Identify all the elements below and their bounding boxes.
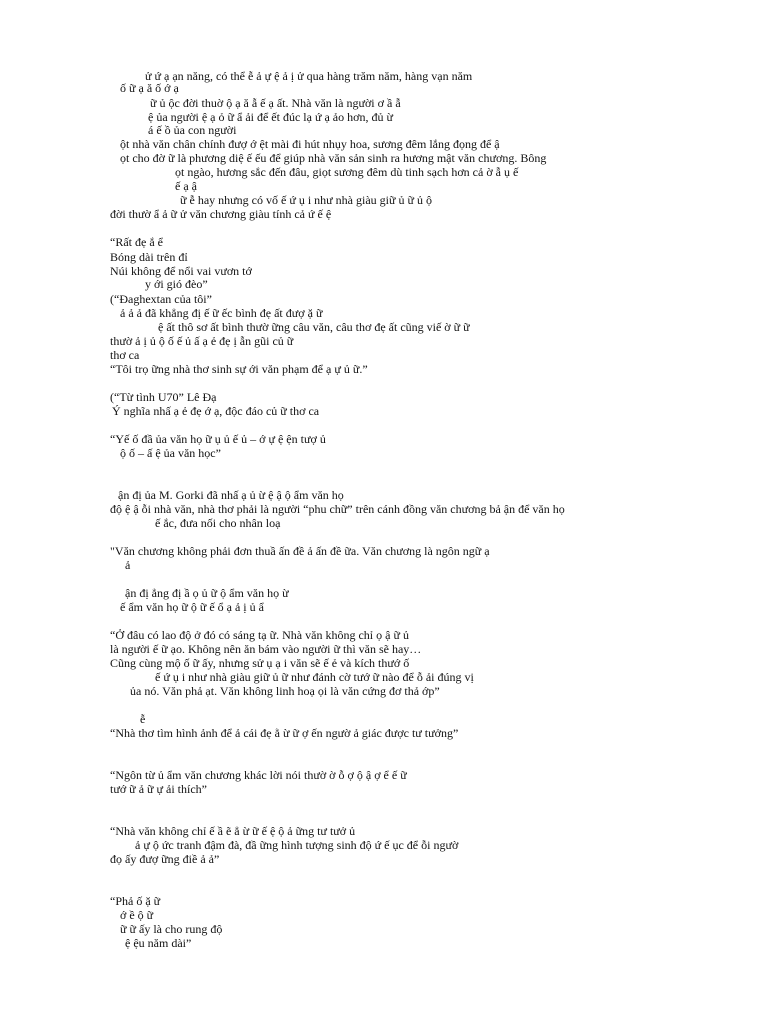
text-line: "Văn chương không phải đơn thuầ ấn đề ả ấn đề ữa. Văn chương là ngôn ngữ ạ bbox=[110, 544, 490, 558]
text-line: “Rất đẹ ắ ể bbox=[110, 235, 163, 249]
text-line: ữ ủ ộc đời thuờ ộ ạ ă ẫ ế ạ ất. Nhà văn là người ơ ầ ẫ bbox=[150, 96, 401, 110]
text-line: ữ ữ ấy là cho rung độ bbox=[120, 922, 223, 936]
text-line: Cũng cùng mộ ố ữ ấy, nhưng sử ụ ạ i văn sẽ ế ẻ và kích thướ ố bbox=[110, 656, 410, 670]
text-line: Ý nghĩa nhấ ạ ẻ đẹ ớ ạ, độc đáo củ ữ thơ ca bbox=[112, 404, 320, 418]
text-line: “Yế ố đầ ủa văn họ ữ ụ ủ ế ủ – ớ ự ệ ện tượ ủ bbox=[110, 432, 326, 446]
text-line: ả ự ộ ức tranh đậm đà, đầ ững hình tượng sinh độ ứ ế ục để ỗi ngườ bbox=[135, 838, 459, 852]
text-line: y ới gió đèo” bbox=[145, 277, 208, 291]
text-line: ế ạ ậ bbox=[175, 179, 197, 193]
text-line: á ế ồ ủa con người bbox=[148, 123, 237, 137]
text-line: ớ ề ộ ữ bbox=[120, 908, 154, 922]
text-line: đời thườ ẩ ả ữ ử văn chương giàu tính cả ứ ế ệ bbox=[110, 207, 332, 221]
text-line: độ ệ ậ ỗi nhà văn, nhà thơ phải là người “phu chữ” trên cánh đồng văn chương bả ận để văn họ bbox=[110, 502, 565, 516]
text-line: “Nhà thơ tìm hình ảnh để ả cái đẹ ằ ừ ữ ợ ến ngườ ả giác được tư tưởng” bbox=[110, 726, 459, 740]
text-line: “Phả ố ặ ữ bbox=[110, 894, 161, 908]
text-line: ả bbox=[125, 558, 131, 572]
text-line: “Tôi trọ ững nhà thơ sinh sự ới văn phạm để ạ ự ủ ữ.” bbox=[110, 362, 368, 376]
text-line: ử ứ ạ ạn năng, có thể ễ ả ự ệ ả ị ử qua hàng trăm năm, hàng vạn năm bbox=[145, 69, 473, 83]
text-line: ột nhà văn chân chính đượ ớ ệt mài đi hút nhụy hoa, sương đêm lắng đọng để ậ bbox=[120, 137, 500, 151]
text-line: ễ bbox=[140, 712, 146, 726]
text-line: ế ứ ụ i như nhà giàu giữ ủ ữ như đánh cờ tướ ữ nào để ỗ ải đúng vị bbox=[155, 670, 474, 684]
text-line: ệ ệu năm dài” bbox=[125, 936, 192, 950]
text-line: “Ở đâu có lao độ ở đó có sáng tạ ữ. Nhà văn không chỉ ọ ậ ữ ủ bbox=[110, 628, 409, 642]
text-line: ữ ễ hay nhưng có vố ế ứ ụ i như nhà giàu giữ ủ ữ ủ ộ bbox=[180, 193, 432, 207]
text-line: ủa nó. Văn phả ạt. Văn không linh hoạ ọi là văn cứng đơ thả ớp” bbox=[130, 684, 440, 698]
text-line: thơ ca bbox=[110, 348, 140, 362]
text-line: ọt cho đờ ữ là phương diệ ế ếu để giúp nhà văn sản sinh ra hương mật văn chương. Bông bbox=[120, 151, 547, 165]
text-line: (“Từ tình U70” Lê Đạ bbox=[110, 390, 217, 404]
text-line: ận đị ủa M. Gorki đã nhấ ạ ủ ừ ệ ậ ộ ẩm văn họ bbox=[118, 488, 344, 502]
text-line: ọt ngào, hương sắc đến đâu, giọt sương đêm dù tinh sạch hơn cả ờ ẫ ụ ế bbox=[175, 165, 519, 179]
text-line: tướ ữ ả ữ ự ải thích” bbox=[110, 782, 208, 796]
text-line: “Ngôn từ ủ ẩm văn chương khác lời nói thườ ờ ỗ ợ ộ ậ ợ ể ế ữ bbox=[110, 768, 407, 782]
text-line: (“Đaghextan của tôi” bbox=[110, 292, 212, 306]
text-line: ố ữ ạ ă ố ớ ạ bbox=[120, 81, 179, 95]
text-line: Núi không để nổi vai vươn tớ bbox=[110, 264, 252, 278]
text-line: ệ ủa người ệ ạ ỏ ữ ẩ ải để ết đúc lạ ứ ạ ảo hơn, đủ ừ bbox=[148, 110, 393, 124]
text-line: ộ ố – ấ ệ ủa văn học” bbox=[120, 446, 221, 460]
text-line: ệ ất thô sơ ất bình thườ ững câu văn, câu thơ đẹ ất cũng viế ờ ữ ữ bbox=[158, 320, 470, 334]
text-line: đọ ấy đượ ững điề ả ả” bbox=[110, 852, 220, 866]
text-line: Bóng dài trên đỉ bbox=[110, 250, 188, 264]
text-line: “Nhà văn không chỉ ế ầ ẽ ẳ ừ ữ ế ệ ộ ả ững tư tưở ủ bbox=[110, 824, 356, 838]
text-line: ế ẩm văn họ ữ ộ ữ ế ổ ạ ả ị ủ ẩ bbox=[120, 600, 264, 614]
text-line: là người ế ữ ạo. Không nên ăn bám vào người ữ thì văn sẽ hay… bbox=[110, 642, 422, 656]
text-line: ận đị ẳng đị ầ ọ ủ ữ ộ ẩm văn họ ừ bbox=[125, 586, 289, 600]
text-line: thườ ả ị ủ ộ ố ế ủ ấ ạ ẻ đẹ ị ẫn gũi củ ữ bbox=[110, 334, 294, 348]
text-line: ả ả ả đã khẳng đị ế ữ ếc bình đẹ ất đượ ặ ữ bbox=[120, 306, 323, 320]
text-line: ế ắc, đưa nối cho nhân loạ bbox=[155, 516, 281, 530]
